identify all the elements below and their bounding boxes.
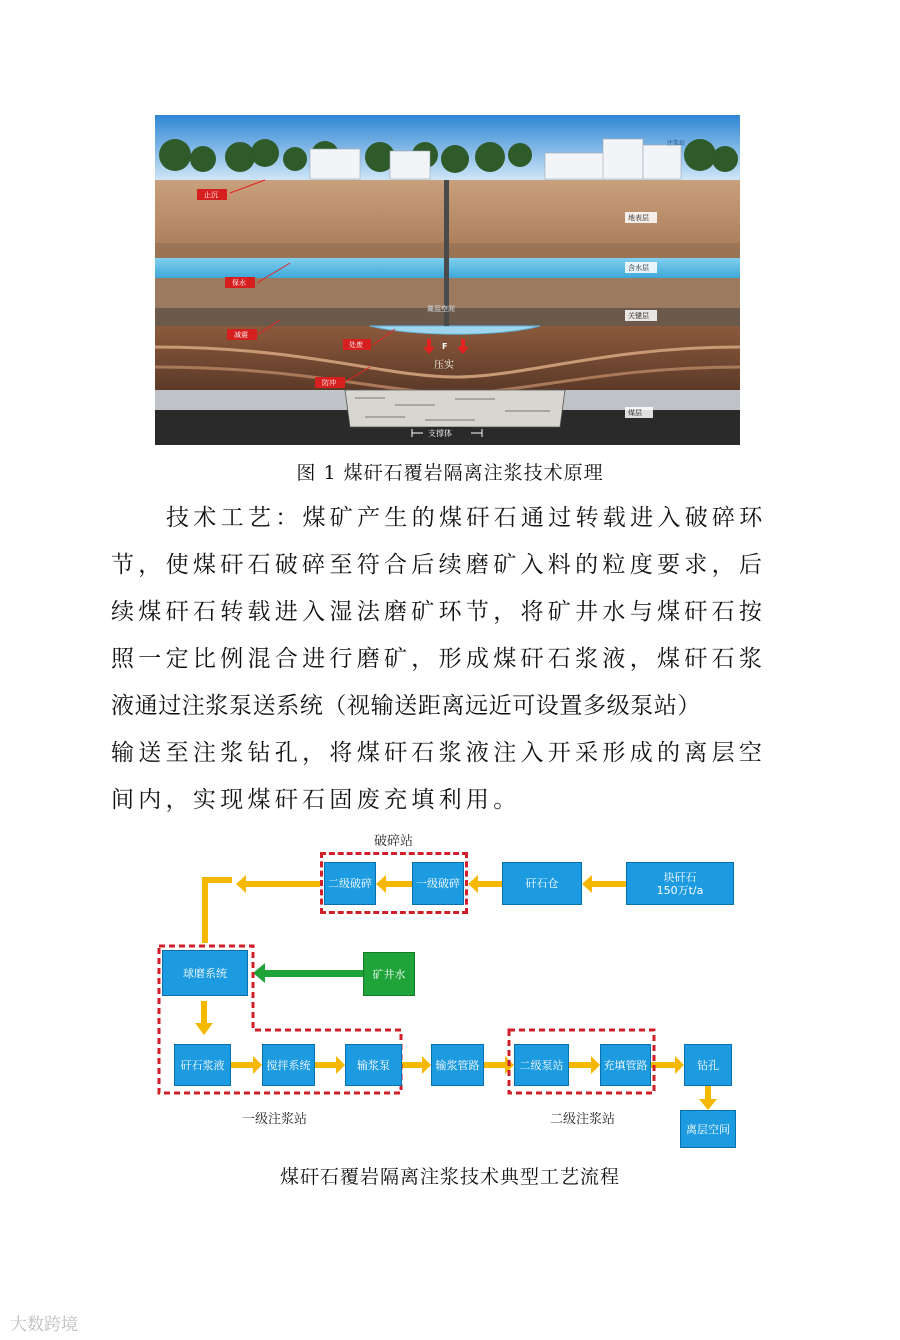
callout-water-retention: 保水	[232, 279, 246, 287]
box-ball-mill: 球磨系统	[162, 950, 248, 996]
support-body	[345, 390, 565, 427]
box-gangue-slurry: 矸石浆液	[174, 1044, 231, 1086]
paragraph-line: 间内，实现煤矸石固废充填利用。	[111, 787, 521, 813]
paragraph-line: 技术工艺：煤矿产生的煤矸石通过转载进入破碎环	[166, 505, 767, 531]
box-mixing-system: 搅拌系统	[262, 1044, 315, 1086]
crushing-station-label: 破碎站	[374, 834, 414, 849]
box-raw-gangue	[626, 862, 734, 905]
box-primary-crush: 一级破碎	[412, 862, 464, 905]
raw-gangue-capacity: 150万t/a	[656, 883, 704, 897]
process-paragraph	[111, 495, 791, 824]
callout-waste: 处废	[349, 341, 363, 349]
watermark: 大数跨境	[10, 1315, 78, 1335]
paragraph-line: 输送至注浆钻孔，将煤矸石浆液注入开采形成的离层空	[111, 740, 767, 766]
building-sign: 注浆站	[667, 140, 686, 147]
aquifer-layer-label: 含水层	[628, 264, 649, 272]
paragraph-line: 照一定比例混合进行磨矿，形成煤矸石浆液，煤矸石浆	[111, 646, 767, 672]
stage1-label: 一级注浆站	[242, 1112, 308, 1127]
paragraph-line: 续煤矸石转载进入湿法磨矿环节，将矿井水与煤矸石按	[111, 599, 767, 625]
support-label: 支撑体	[428, 429, 452, 438]
cross-section-illustration	[155, 115, 740, 445]
box-secondary-crush: 二级破碎	[324, 862, 376, 905]
box-filling-pipeline: 充填管路	[600, 1044, 651, 1086]
raw-gangue-label: 块矸石	[663, 870, 697, 884]
figure2-caption: 煤矸石覆岩隔离注浆技术典型工艺流程	[279, 1166, 620, 1188]
callout-subsidence: 止沉	[204, 191, 218, 199]
callout-burst-prevention: 防冲	[322, 379, 336, 387]
box-slurry-pump: 输浆泵	[345, 1044, 402, 1086]
callout-vibration: 减震	[234, 331, 248, 339]
box-mine-water: 矿井水	[363, 952, 415, 996]
figure1-caption: 图 1 煤矸石覆岩隔离注浆技术原理	[296, 462, 604, 484]
box-borehole: 钻孔	[684, 1044, 732, 1086]
separation-space-label: 离层空间	[427, 305, 455, 313]
coal-layer-label: 煤层	[628, 409, 642, 417]
surface-layer-label: 地表层	[628, 214, 649, 222]
force-label: F	[442, 342, 448, 351]
compaction-label: 压实	[434, 360, 454, 371]
key-layer-label: 关键层	[628, 312, 649, 320]
box-secondary-pump-station: 二级泵站	[514, 1044, 569, 1086]
box-gangue-bin: 矸石仓	[502, 862, 582, 905]
process-flow-diagram	[150, 825, 750, 1155]
stage2-label: 二级注浆站	[550, 1112, 616, 1127]
paragraph-line: 节，使煤矸石破碎至符合后续磨矿入料的粒度要求，后	[111, 552, 767, 578]
box-slurry-pipeline: 输浆管路	[431, 1044, 484, 1086]
paragraph-line: 液通过注浆泵送系统（视输送距离远近可设置多级泵站）	[111, 693, 701, 719]
box-separation-space: 离层空间	[680, 1110, 736, 1148]
